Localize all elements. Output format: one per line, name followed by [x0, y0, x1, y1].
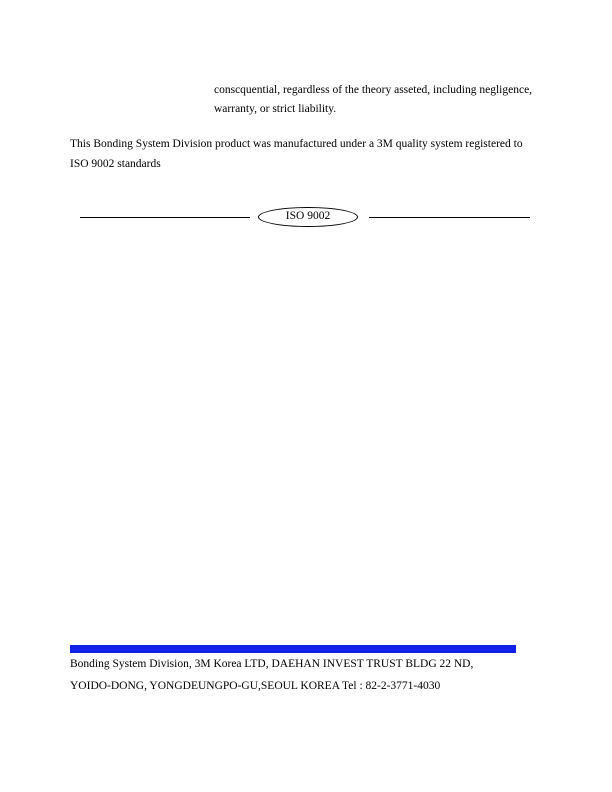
footer-address-line-1: Bonding System Division, 3M Korea LTD, DAEHAN INVEST TRUST BLDG 22 ND,: [70, 658, 474, 670]
warranty-continuation-line-1: conscquential, regardless of the theory asseted, including negligence,: [214, 84, 533, 96]
iso-divider-left: [80, 217, 250, 218]
warranty-continuation-line-2: warranty, or strict liability.: [214, 103, 337, 115]
iso-divider-right: [369, 217, 530, 218]
quality-statement-line-1: This Bonding System Division product was manufactured under a 3M quality system registered to: [70, 138, 523, 150]
iso-9002-badge: ISO 9002: [258, 207, 358, 227]
footer-address-line-2: YOIDO-DONG, YONGDEUNGPO-GU,SEOUL KOREA Tel : 82-2-3771-4030: [70, 680, 441, 692]
quality-statement-line-2: ISO 9002 standards: [70, 158, 161, 170]
footer-color-bar: [70, 645, 516, 653]
